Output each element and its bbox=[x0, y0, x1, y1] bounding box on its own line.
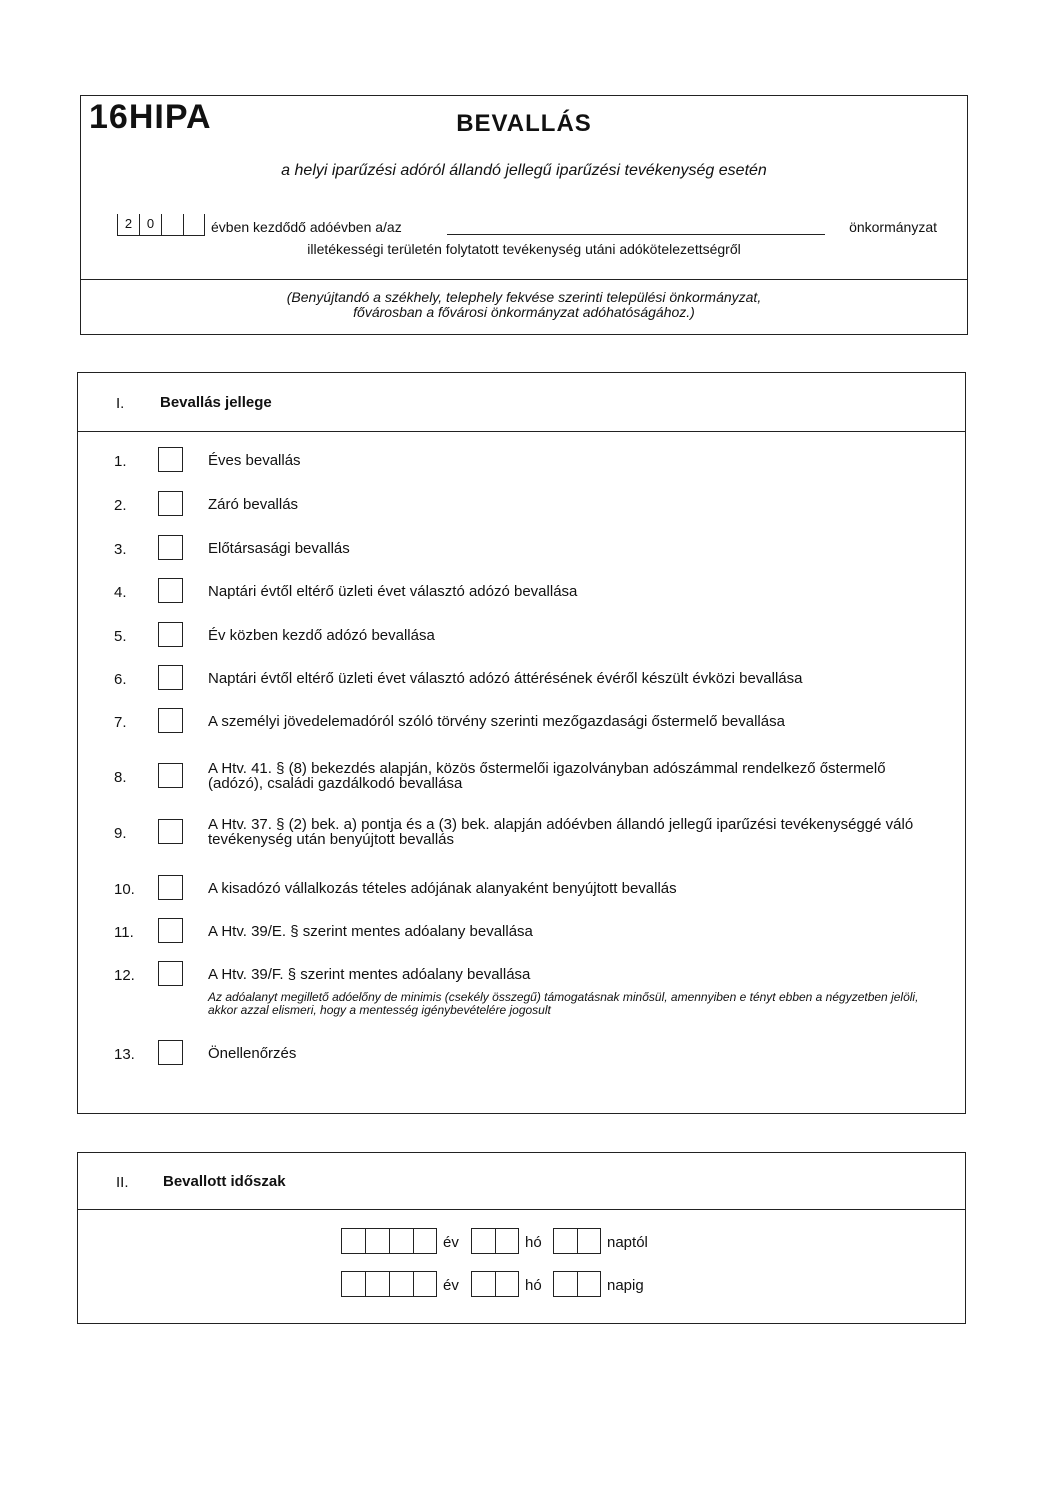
item-label: Önellenőrzés bbox=[208, 1045, 297, 1062]
to-label: napig bbox=[607, 1277, 644, 1294]
year-digit-4[interactable] bbox=[183, 214, 205, 236]
section-number: II. bbox=[116, 1174, 129, 1191]
item-label: A kisadózó vállalkozás tételes adójának alanyaként benyújtott bevallás bbox=[208, 880, 677, 897]
checkbox[interactable] bbox=[158, 1040, 183, 1065]
checkbox[interactable] bbox=[158, 491, 183, 516]
item-label: Előtársasági bevallás bbox=[208, 540, 350, 557]
item-label: Naptári évtől eltérő üzleti évet választó adózó bevallása bbox=[208, 583, 578, 600]
item-number: 12. bbox=[114, 967, 135, 984]
month-unit: hó bbox=[525, 1234, 542, 1251]
from-label: naptól bbox=[607, 1234, 648, 1251]
checkbox[interactable] bbox=[158, 961, 183, 986]
item-number: 10. bbox=[114, 881, 135, 898]
item-label: Záró bevallás bbox=[208, 496, 299, 513]
municipality-field[interactable] bbox=[447, 234, 825, 235]
year-digit-2[interactable]: 0 bbox=[139, 214, 161, 236]
item-number: 7. bbox=[114, 714, 127, 731]
to-year-input[interactable] bbox=[341, 1271, 437, 1297]
submit-note-line-1: (Benyújtandó a székhely, telephely fekvése szerinti települési önkormányzat, bbox=[286, 289, 762, 305]
item-label: Éves bevallás bbox=[208, 452, 301, 469]
from-day-input[interactable] bbox=[553, 1228, 601, 1254]
checkbox[interactable] bbox=[158, 578, 183, 603]
item-number: 8. bbox=[114, 769, 127, 786]
header-divider bbox=[81, 279, 967, 280]
section-return-type bbox=[77, 372, 966, 1114]
item-number: 1. bbox=[114, 453, 127, 470]
form-subtitle: a helyi iparűzési adóról állandó jellegű iparűzési tevékenység esetén bbox=[281, 162, 767, 179]
year-digit-1[interactable]: 2 bbox=[117, 214, 139, 236]
checkbox[interactable] bbox=[158, 763, 183, 788]
checkbox[interactable] bbox=[158, 708, 183, 733]
month-unit: hó bbox=[525, 1277, 542, 1294]
item-number: 6. bbox=[114, 671, 127, 688]
section-title: Bevallott időszak bbox=[163, 1173, 286, 1190]
tax-year-line bbox=[117, 214, 937, 236]
section-title: Bevallás jellege bbox=[160, 394, 272, 411]
item-label: A Htv. 39/E. § szerint mentes adóalany bevallása bbox=[208, 923, 533, 940]
municipality-suffix: önkormányzat bbox=[849, 219, 937, 235]
checkbox[interactable] bbox=[158, 622, 183, 647]
checkbox[interactable] bbox=[158, 665, 183, 690]
checkbox[interactable] bbox=[158, 918, 183, 943]
item-label: A Htv. 41. § (8) bekezdés alapján, közös őstermelői igazolványban adószámmal rendelkező őstermelő (adózó), családi gazdálkodó bevallása bbox=[208, 760, 886, 792]
item-number: 11. bbox=[114, 924, 134, 941]
from-year-input[interactable] bbox=[341, 1228, 437, 1254]
checkbox[interactable] bbox=[158, 535, 183, 560]
year-unit: év bbox=[443, 1277, 459, 1294]
section-reporting-period bbox=[77, 1152, 966, 1324]
year-unit: év bbox=[443, 1234, 459, 1251]
item-label: A Htv. 39/F. § szerint mentes adóalany bevallása bbox=[208, 966, 531, 983]
jurisdiction-text: illetékességi területén folytatott tevékenység utáni adókötelezettségről bbox=[307, 241, 741, 257]
item-number: 9. bbox=[114, 825, 127, 842]
to-day-input[interactable] bbox=[553, 1271, 601, 1297]
item-note: Az adóalanyt megillető adóelőny de minimis (csekély összegű) támogatásnak minősül, amennyiben e tényt ebben a négyzetben jelöli, akkor azzal elismeri, hogy a mentesség igénybevételére jogosult bbox=[208, 990, 919, 1017]
submit-note-line-2: fővárosban a fővárosi önkormányzat adóhatóságához.) bbox=[353, 304, 695, 320]
checkbox[interactable] bbox=[158, 447, 183, 472]
tax-year-input[interactable] bbox=[117, 214, 205, 236]
checkbox[interactable] bbox=[158, 819, 183, 844]
to-month-input[interactable] bbox=[471, 1271, 519, 1297]
checkbox[interactable] bbox=[158, 875, 183, 900]
item-label: Év közben kezdő adózó bevallása bbox=[208, 627, 435, 644]
item-number: 5. bbox=[114, 628, 127, 645]
form-title: BEVALLÁS bbox=[456, 110, 592, 137]
item-label: Naptári évtől eltérő üzleti évet választó adózó áttérésének évéről készült évközi bevallása bbox=[208, 670, 803, 687]
item-number: 2. bbox=[114, 497, 127, 514]
from-month-input[interactable] bbox=[471, 1228, 519, 1254]
item-number: 13. bbox=[114, 1046, 135, 1063]
submit-note bbox=[81, 290, 967, 320]
form-header bbox=[80, 95, 968, 335]
section-header bbox=[78, 373, 965, 432]
item-label: A Htv. 37. § (2) bek. a) pontja és a (3) bek. alapján adóévben állandó jellegű iparűzési tevékenységgé váló tevékenység után benyújtott bevallás bbox=[208, 816, 914, 848]
section-header bbox=[78, 1153, 965, 1210]
tax-year-text: évben kezdődő adóévben a/az bbox=[211, 219, 402, 235]
item-number: 3. bbox=[114, 541, 127, 558]
form-code: 16HIPA bbox=[89, 98, 212, 136]
section-number: I. bbox=[116, 395, 125, 412]
item-number: 4. bbox=[114, 584, 127, 601]
item-label: A személyi jövedelemadóról szóló törvény szerinti mezőgazdasági őstermelő bevallása bbox=[208, 713, 785, 730]
year-digit-3[interactable] bbox=[161, 214, 183, 236]
